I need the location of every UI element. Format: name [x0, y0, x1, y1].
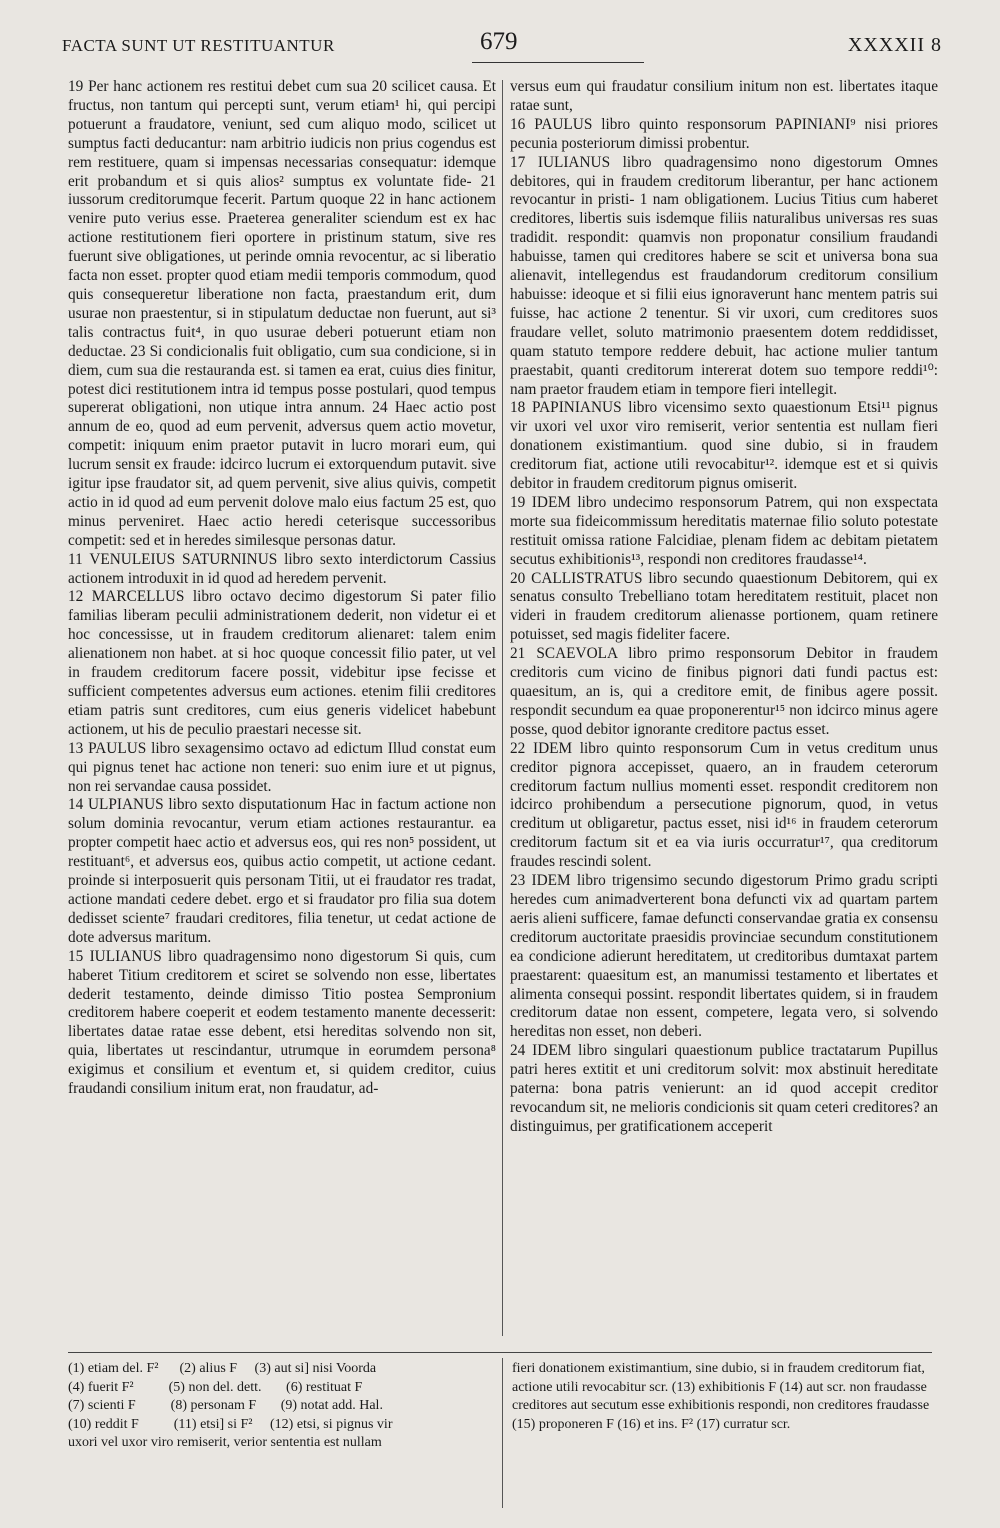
paragraph: 13 PAULUS libro sexagensimo octavo ad edictum Illud constat eum qui pignus tenet hac actione non teneri: suo enim iure et ut pignus, non rei servandae causa possidet. — [68, 739, 496, 795]
paragraph: 23 IDEM libro trigensimo secundo digestorum Primo gradu scripti heredes cum animadverterent bona defuncti vix ad quartam partem aeris alieni sufficere, famae defuncti conservandae gratia ex consensu creditorum auctoritate praesidis provinciae secundum constitutionem ea condicione adierunt hereditatem, ut creditoribus dumtaxat partem praestarent: quaesitum est, an manumissi testamento et libertates et alimenta consequi possint. respondit libertates quidem, si in fraudem creditorum datae non essent, competere, legata vero, si solvendo hereditas non esset, non deberi. — [510, 872, 938, 1041]
footnote-rule — [68, 1352, 932, 1353]
footnotes-right — [512, 1360, 936, 1510]
page-number: 679 — [480, 28, 518, 55]
footnote-line: (10) reddit F (11) etsi] si F² (12) etsi, si pignus vir — [68, 1416, 393, 1432]
footnote-line: (4) fuerit F² (5) non del. dett. (6) restituat F — [68, 1379, 363, 1395]
footnote-line: (1) etiam del. F² (2) alius F (3) aut si] nisi Voorda — [68, 1361, 377, 1376]
paragraph: 17 IULIANUS libro quadragensimo nono digestorum Omnes debitores, qui in fraudem creditorum liberantur, per hanc actionem revocantur in pristi- 1 nam obligationem. Lucius Titius cum haberet creditores, libertis suis isdemque filiis naturalibus universas res suas tradidit. respondit: quamvis non proponatur consilium fraudandi habuisse, tamen qui creditores habere se scit et universa bona sua alienavit, intellegendus est fraudandorum creditorum consilium habuisse: ideoque et si filii eius ignoraverunt hanc mentem patris sui fuisse, hac actione 2 tenentur. Si vir uxori, cum creditores suos fraudare vellet, soluto matrimonio praesentem dotem reddidisset, quam statuto tempore reddere debuit, hac actione mulier tantum praestabit, quanti creditorum intererat dotem suo tempore reddi¹⁰: nam praetor fraudem etiam in tempore fieri intellegit. — [510, 153, 938, 398]
right-column — [510, 78, 938, 1336]
paragraph: 20 CALLISTRATUS libro secundo quaestionum Debitorem, qui ex senatus consulto Trebelliano totam hereditatem restituit, placet non videri in fraudem creditorum alienasse portionem, quam retinere potuisset, sed magis fideliter facere. — [510, 569, 938, 644]
header-rule — [472, 62, 644, 63]
footnote-line: (7) scienti F (8) personam F (9) notat add. Hal. — [68, 1398, 383, 1414]
left-column — [68, 78, 496, 1336]
footnote-line: uxori vel uxor viro remiserit, verior sententia est nullam — [68, 1435, 382, 1451]
column-divider — [502, 80, 503, 1336]
paragraph: 19 IDEM libro undecimo responsorum Patrem, qui non exspectata morte sua fideicommissum hereditatis maternae filio soluto potestate restituit omissa ratione Falcidiae, plenam fidem ac debitam pietatem secutus exhibitionis¹³, respondi non creditores fraudasse¹⁴. — [510, 493, 938, 568]
paragraph: 11 VENULEIUS SATURNINUS libro sexto interdictorum Cassius actionem introduxit in id quod ad heredem pervenit. — [68, 550, 496, 587]
footnote-text: fieri donationem existimantium, sine dubio, si in fraudem creditorum fiat, actione utili revocabitur scr. (13) exhibitionis F (14) aut scr. non fraudasse creditores aut secutum esse exhibitionis respondi, non creditores fraudasse (15) proponeren F (16) et ins. F² (17) curratur scr. — [512, 1361, 930, 1432]
page-header — [62, 28, 942, 68]
footnote-divider — [502, 1358, 503, 1508]
paragraph: 18 PAPINIANUS libro vicensimo sexto quaestionum Etsi¹¹ pignus vir uxori vel uxor viro remiserit, verior sententia est nullam fieri donationem existimantium. quod sine dubio, si in fraudem creditorum fiat, actione utili revocabitur¹². idemque est et si quivis debitor in fraudem creditorum pignus omiserit. — [510, 399, 938, 493]
section-reference: XXXXII 8 — [847, 34, 942, 56]
footnotes-left — [68, 1360, 492, 1510]
paragraph: 15 IULIANUS libro quadragensimo nono digestorum Si quis, cum haberet Titium creditorem et sciret se solvendo non esse, libertates dederit testamento, deinde dimisso Titio postea Sempronium creditorem habere coeperit et eodem testamento manente decesserit: libertates datae ratae esse debent, etsi hereditas solvendo non sit, quia, libertates ut rescindantur, utrumque in eorumdem persona⁸ exigimus et consilium et eventum et, si quidem creditor, cuius fraudandi consilium initum erat, non fraudatur, ad- — [68, 947, 496, 1098]
paragraph: 21 SCAEVOLA libro primo responsorum Debitor in fraudem creditoris cum vicino de finibus pignori dati fundi pactus est: quaesitum, an is, qui a creditore emit, de finibus agere possit. respondit secundum ea quae proponerentur¹⁵ non idcirco minus agere posse, quod debitor ignorante creditore pactus esset. — [510, 645, 938, 738]
running-title: FACTA SUNT UT RESTITUANTUR — [62, 36, 335, 55]
paragraph: 14 ULPIANUS libro sexto disputationum Hac in factum actione non solum dominia revocantur, verum etiam actiones restaurantur. ea propter competit haec actio et adversus eos, qui res non⁵ possident, ut restituant⁶, et adversus eos, quibus actio competit, ut actione cedant. proinde si interposuerit quis personam Titii, ut ei fraudator res tradat, actione mandati cedere debet. ergo et si fraudator pro filia sua dotem dedisset sciente⁷ fraudari creditores, filia tenetur, ut cedat actione de dote adversus maritum. — [68, 796, 496, 946]
paragraph: versus eum qui fraudatur consilium initum non est. libertates itaque ratae sunt, — [510, 78, 938, 114]
paragraph: 19 Per hanc actionem res restitui debet cum sua 20 scilicet causa. Et fructus, non tantum qui percepti sunt, verum etiam¹ hi, qui percipi potuerunt a fraudatore, veniunt, sed cum aliquo modo, scilicet ut sumptus facti deducantur: nam arbitrio iudicis non prius cogendus est rem restituere, quam si impensas necessarias consequatur: idemque erit probandum et si quis alios² sumptus ex voluntate fide- 21 iussorum creditorumque fecerit. Partum quoque 22 in hanc actionem venire puto verius esse. Praeterea generaliter sciendum est ex hac actione restitutionem fieri oportere in pristinum statum, sive res fuerunt sive obligationes, ut perinde omnia revocentur, ac si liberatio facta non esset. propter quod etiam medii temporis commodum, quod quis consequeretur liberatione non facta, praestandum erit, dum usurae non praestentur, si in stipulatum deductae non fuerunt, aut si³ talis contractus fuit⁴, in quo usurae deberi potuerunt etiam non deductae. 23 Si condicionalis fuit obligatio, cum sua condicione, si in diem, cum sua die restauranda est. si tamen ea erat, cuius dies finitur, potest dici restitutionem intra id tempus posse postulari, quod tempus supererat obligationi, non utique intra annum. 24 Haec actio post annum de eo, quod ad eum pervenit, adversus quem actio movetur, competit: iniquum enim praetor putavit in lucro morari eum, qui lucrum sensit ex fraude: idcirco lucrum ei extorquendum putavit. sive igitur ipse fraudator sit, ad quem pervenit, sive alius quivis, competit actio in id quod ad eum pervenit dolove malo eius factum 25 est, quo minus perveniret. Haec actio heredi ceterisque successoribus competit: sed et in heredes similesque personas datur. — [68, 78, 496, 549]
paragraph: 22 IDEM libro quinto responsorum Cum in vetus creditum unus creditor pignora accepisset, quaero, an in fraudem ceterorum creditorum factum nullius momenti esset. respondit creditorem non idcirco prohibendum a persecutione pignorum, quod, in vetus creditum ut obligaretur, pactus esset, nisi id¹⁶ in fraudem ceterorum creditorum factum sit et ea via iuris occurratur¹⁷, qua creditorum fraudes rescindi solent. — [510, 739, 938, 871]
paragraph: 12 MARCELLUS libro octavo decimo digestorum Si pater filio familias liberam peculii administrationem dederit, non videtur ei et hoc concessisse, ut in fraudem creditorum alienaret: talem enim alienationem non habet. at si hoc quoque concessit filio pater, ut vel in fraudem creditorum facere possit, videbitur ipse fecisse et sufficient competentes adversus eum actiones. etenim filii creditores etiam patris sunt creditores, cum eius generis videlicet habebunt actionem, ut his de peculio praestari necesse sit. — [68, 588, 496, 738]
paragraph: 24 IDEM libro singulari quaestionum publice tractatarum Pupillus patri heres extitit et uni creditorum solvit: mox abstinuit hereditate paterna: bona patris venierunt: an id quod accepit creditor revocandum sit, ne melioris condicionis sit quam ceteri creditores? an distinguimus, per gratificationem acceperit — [510, 1042, 938, 1135]
paragraph: 16 PAULUS libro quinto responsorum PAPINIANI⁹ nisi priores pecunia posteriorum dimissi probentur. — [510, 115, 938, 152]
